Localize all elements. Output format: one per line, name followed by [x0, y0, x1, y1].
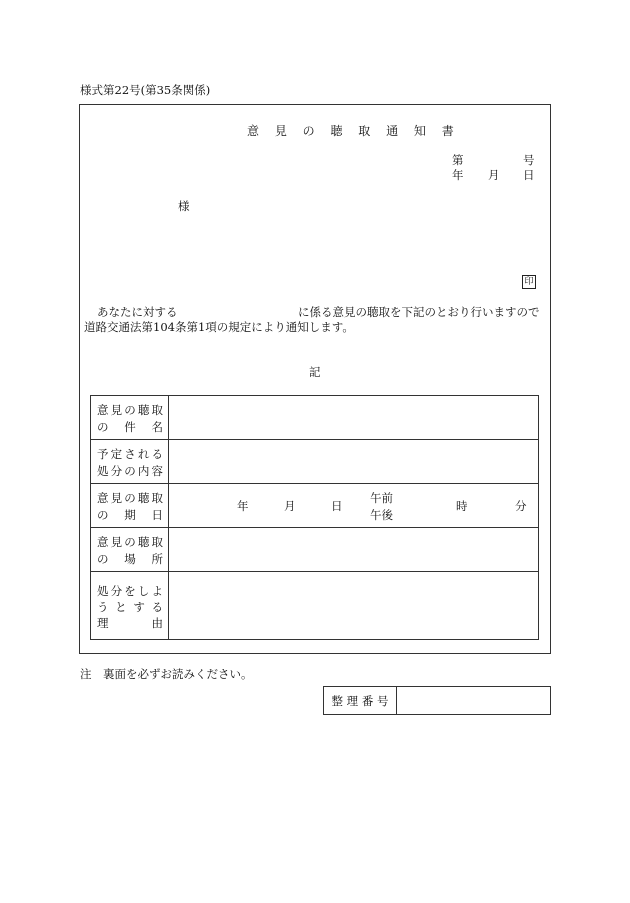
table-row	[91, 396, 539, 440]
doc-number-gou: 号	[523, 153, 535, 167]
body-text-a: あなたに対する	[97, 305, 178, 319]
label-hearing-subject: 意 見 の 聴 取 の 件 名	[91, 396, 169, 440]
label-disposition-reason: 処 分 を し よ う と す る 理 由	[91, 572, 169, 640]
form-number: 様式第22号(第35条関係)	[80, 83, 211, 97]
reference-number-field[interactable]	[397, 687, 551, 715]
value-disposition-reason[interactable]	[169, 572, 539, 640]
value-planned-disposition[interactable]	[169, 440, 539, 484]
date-month: 月	[488, 168, 500, 182]
document-title: 意 見 の 聴 取 通 知 書	[247, 124, 460, 138]
table-row	[91, 572, 539, 640]
date-year: 年	[452, 168, 464, 182]
schedule-minute: 分	[515, 499, 527, 513]
note-text: 注 裏面を必ずお読みください。	[80, 667, 253, 681]
addressee-sama: 様	[178, 199, 190, 213]
value-hearing-date[interactable]	[169, 484, 539, 528]
schedule-month: 月	[284, 499, 296, 513]
schedule-year: 年	[237, 499, 249, 513]
label-hearing-date: 意 見 の 聴 取 の 期 日	[91, 484, 169, 528]
schedule-day: 日	[331, 499, 343, 513]
schedule-pm: 午後	[370, 508, 393, 522]
table-row	[91, 528, 539, 572]
details-table	[90, 395, 539, 640]
ki-heading: 記	[309, 365, 321, 379]
label-hearing-place: 意 見 の 聴 取 の 場 所	[91, 528, 169, 572]
value-hearing-place[interactable]	[169, 528, 539, 572]
schedule-am: 午前	[370, 491, 393, 505]
doc-number-dai: 第	[452, 153, 464, 167]
reference-number-label: 整 理 番 号	[324, 687, 397, 715]
value-hearing-subject[interactable]	[169, 396, 539, 440]
reference-number-box	[323, 686, 551, 715]
body-text-line2: 道路交通法第104条第1項の規定により通知します。	[84, 320, 354, 334]
seal-mark: 印	[522, 275, 536, 289]
date-day: 日	[523, 168, 535, 182]
schedule-hour: 時	[456, 499, 468, 513]
body-text-b: に係る意見の聴取を下記のとおり行いますので	[298, 305, 540, 319]
table-row	[91, 440, 539, 484]
table-row	[91, 484, 539, 528]
label-planned-disposition: 予 定 さ れ る 処 分 の 内 容	[91, 440, 169, 484]
